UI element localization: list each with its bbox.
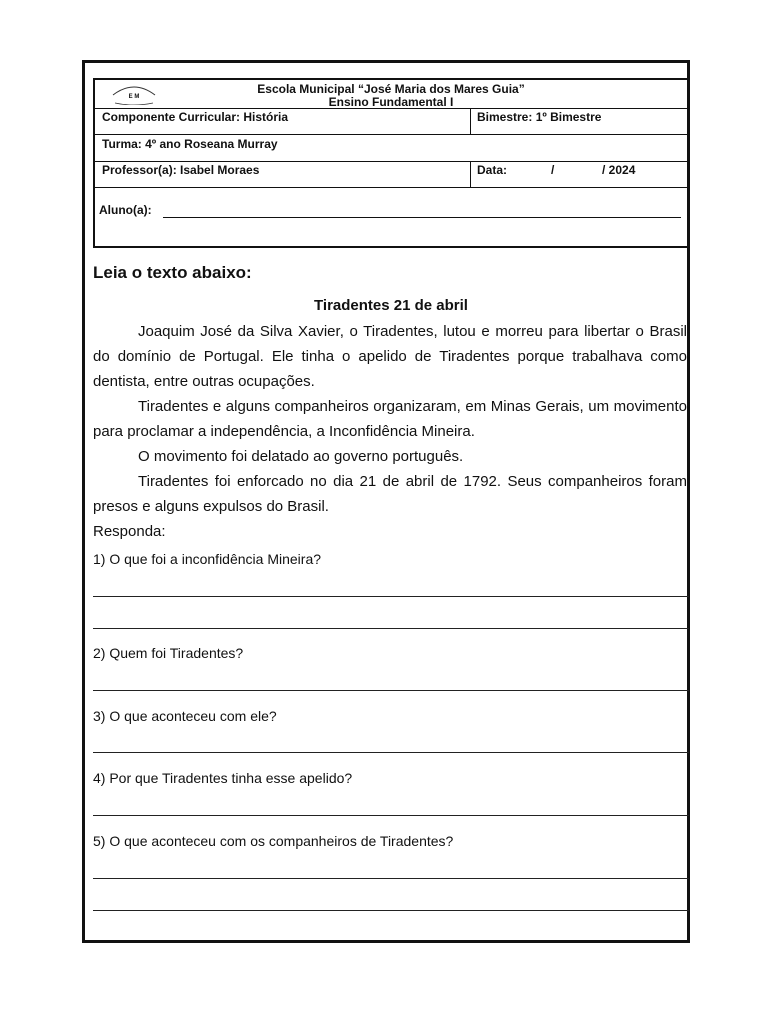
answer-line[interactable]	[93, 878, 689, 879]
date-year: / 2024	[602, 163, 636, 177]
answer-line[interactable]	[93, 910, 689, 911]
school-name: Escola Municipal “José Maria dos Mares Guia”	[257, 82, 525, 96]
question-3: 3) O que aconteceu com ele?	[93, 708, 277, 724]
paragraph-4: Tiradentes foi enforcado no dia 21 de abril de 1792. Seus companheiros foram presos e alguns expulsos do Brasil.	[93, 473, 687, 515]
respond-label: Responda:	[93, 523, 166, 540]
header-teacher-row	[95, 161, 687, 188]
header-class-row	[95, 134, 687, 162]
answer-line[interactable]	[93, 690, 689, 691]
answer-line[interactable]	[93, 752, 689, 753]
paragraph-1: Joaquim José da Silva Xavier, o Tiradentes, lutou e morreu para libertar o Brasil do domínio de Portugal. Ele tinha o apelido de Tiradentes porque trabalhava como dentista, entre outras ocupações.	[93, 323, 687, 390]
class-label: Turma: 4º ano Roseana Murray	[102, 137, 278, 151]
paragraph-2: Tiradentes e alguns companheiros organizaram, em Minas Gerais, um movimento para proclamar a independência, a Inconfidência Mineira.	[93, 398, 687, 440]
question-1: 1) O que foi a inconfidência Mineira?	[93, 551, 322, 567]
header-subject-row	[95, 108, 687, 135]
subject-label: Componente Curricular: História	[102, 110, 289, 124]
school-level: Ensino Fundamental I	[328, 95, 454, 109]
answer-line[interactable]	[93, 596, 689, 597]
date-separator: /	[551, 163, 555, 177]
date-label: Data:	[477, 163, 508, 177]
student-name-field[interactable]	[163, 217, 681, 218]
teacher-label: Professor(a): Isabel Moraes	[102, 163, 260, 177]
header-box	[93, 78, 689, 248]
answer-line[interactable]	[93, 815, 689, 816]
student-label: Aluno(a):	[99, 203, 152, 217]
paragraph-3: O movimento foi delatado ao governo português.	[138, 448, 464, 465]
answer-line[interactable]	[93, 628, 689, 629]
header-student-row	[95, 187, 687, 246]
worksheet-page	[82, 60, 690, 943]
question-5: 5) O que aconteceu com os companheiros de Tiradentes?	[93, 833, 454, 849]
header-school-row	[95, 80, 687, 109]
divider	[470, 161, 471, 187]
divider	[470, 108, 471, 134]
term-label: Bimestre: 1º Bimestre	[477, 110, 602, 124]
instruction-heading: Leia o texto abaixo:	[93, 263, 252, 282]
logo-text: E M	[128, 94, 140, 100]
question-4: 4) Por que Tiradentes tinha esse apelido?	[93, 770, 353, 786]
text-title: Tiradentes 21 de abril	[314, 297, 468, 314]
question-2: 2) Quem foi Tiradentes?	[93, 645, 244, 661]
